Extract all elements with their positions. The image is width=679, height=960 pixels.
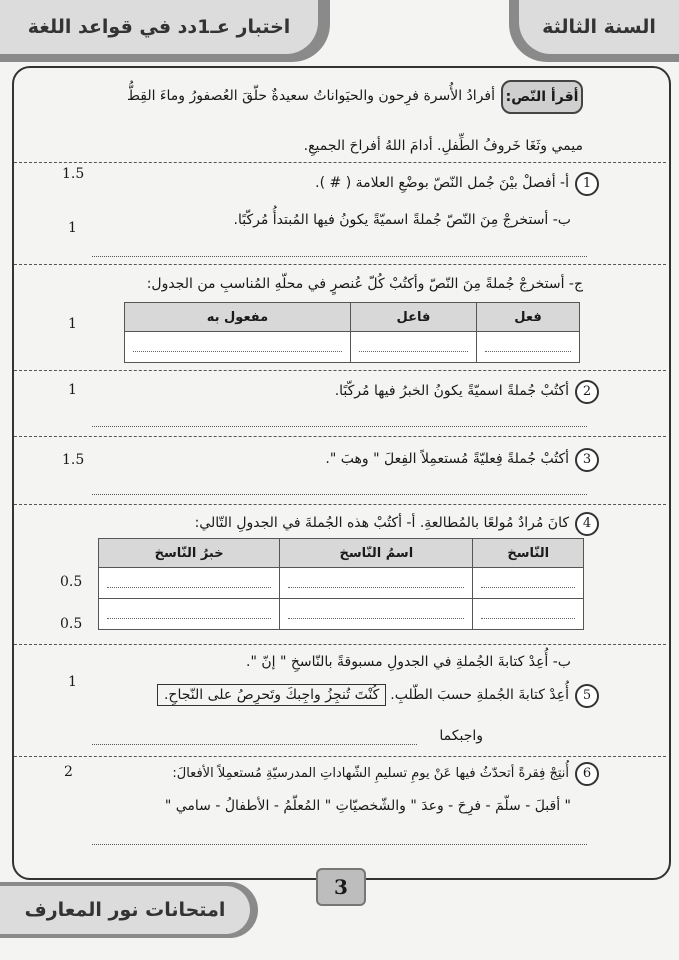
question-6-text: أُنتِجْ فِقرةً أتحدّثُ فيها عَنْ يومِ تسليمِ الشّهاداتِ المدرسيّةِ مُستعمِلاً الأفعالَ: <box>172 766 569 781</box>
question-1-c-score: 1 <box>68 316 77 332</box>
table-cell[interactable] <box>99 568 280 599</box>
table-cell[interactable] <box>125 332 351 363</box>
question-6-words: " أقبلَ - سلّمَ - فرِحَ - وعدَ " والشّخصيّاتِ " المُعلّمُ - الأطفالُ - سامي " <box>164 798 571 814</box>
publisher-name: امتحانات نور المعارف <box>0 886 250 934</box>
question-5-sentence: كُنْتَ تُنجِزُ واجِبكَ وتَحرِصُ على النّجاحِ. <box>157 684 386 706</box>
table-cell[interactable] <box>350 332 476 363</box>
header-exam-tab <box>0 0 330 62</box>
question-1-a-score: 1.5 <box>62 166 85 182</box>
passage-label: أقرأ النّص: <box>501 80 583 114</box>
question-3-score: 1.5 <box>62 452 85 468</box>
page-number: 3 <box>316 868 366 906</box>
passage-line-1: أفرادُ الأُسرة فرِحون والحيَواناتُ سعيدةٌ حلّقَ العُصفورُ وماءَ القِطُّ <box>126 88 495 104</box>
table-cell[interactable] <box>280 599 473 630</box>
table-cell[interactable] <box>477 332 580 363</box>
question-4-b: ب- أُعِدْ كتابةَ الجُملةِ في الجدولِ مسبوقةً بالنّاسخِ " إنّ ". <box>246 654 571 670</box>
table-header-verb: فعل <box>477 303 580 332</box>
header-grade-tab <box>509 0 679 62</box>
question-5-text: أُعِدْ كتابةَ الجُملةِ حسبَ الطّلبِ. <box>390 687 569 703</box>
question-5-divider <box>14 756 666 757</box>
question-4-table-divider <box>14 644 666 645</box>
table-cell[interactable] <box>473 599 584 630</box>
question-1-number: 1 <box>575 172 599 196</box>
question-1-divider <box>14 370 666 371</box>
table-header-subject: فاعل <box>350 303 476 332</box>
grade-title: السنة الثالثة <box>519 0 679 54</box>
table-header-nasikh-predicate: خبرُ النّاسخ <box>99 539 280 568</box>
question-1-b-divider <box>14 264 666 265</box>
question-1-a-text: أ- أفصلْ بيْنَ جُمل النّصّ بوضْعِ العلامة ( # ). <box>315 175 569 191</box>
question-6 <box>172 762 599 786</box>
question-3-number: 3 <box>575 448 599 472</box>
question-4 <box>195 512 599 536</box>
table-cell[interactable] <box>99 599 280 630</box>
question-5-answer-line[interactable] <box>92 744 417 745</box>
question-4-table <box>98 538 584 630</box>
question-1-a <box>315 172 599 196</box>
exam-title: اختبار عـ1دد في قواعد اللغة <box>0 0 318 54</box>
question-3-answer-line[interactable] <box>92 494 587 495</box>
question-1-b-answer-line[interactable] <box>92 256 587 257</box>
question-1-c: ج- أستخرجْ جُملةً مِنَ النّصّ وأكتُبْ كُلّ عُنصرٍ في محلّهِ المُناسبِ من الجدول: <box>146 276 583 292</box>
question-2-score: 1 <box>68 382 77 398</box>
question-4-b-score: 1 <box>68 674 77 690</box>
question-3-divider <box>14 504 666 505</box>
question-3 <box>325 448 599 472</box>
question-5 <box>157 684 599 708</box>
question-1-b-score: 1 <box>68 220 77 236</box>
question-6-score: 2 <box>64 764 73 780</box>
passage-divider <box>14 162 666 163</box>
question-2-answer-line[interactable] <box>92 426 587 427</box>
table-header-nasikh-noun: اسمُ النّاسخ <box>280 539 473 568</box>
table-cell[interactable] <box>280 568 473 599</box>
question-4-number: 4 <box>575 512 599 536</box>
question-2 <box>335 380 599 404</box>
question-5-answer-prefix: واجبكما <box>439 728 483 744</box>
question-2-number: 2 <box>575 380 599 404</box>
question-5-number: 5 <box>575 684 599 708</box>
table-header-nasikh: النّاسخ <box>473 539 584 568</box>
question-4-row-1-score: 0.5 <box>60 574 83 590</box>
question-4-text: كانَ مُرادٌ مُولعًا بالمُطالعةِ. أ- أكتُبْ هذه الجُملةَ في الجدولِ التّالي: <box>194 515 569 531</box>
question-1-c-table <box>124 302 580 363</box>
table-cell[interactable] <box>473 568 584 599</box>
question-6-number: 6 <box>575 762 599 786</box>
question-2-divider <box>14 436 666 437</box>
question-2-text: أكتُبْ جُملةً اسميّةً يكونُ الخبرُ فيها مُركّبًا. <box>334 383 569 399</box>
passage-line-2: ميمي وثَغَا خَروفُ الطِّفلِ. أدامَ اللهُ أفراحَ الجميعِ. <box>303 138 583 154</box>
question-1-b: ب- أستخرجْ مِنَ النّصّ جُملةً اسميّةً يكونُ فيها المُبتدأُ مُركّبًا. <box>233 212 571 228</box>
question-3-text: أكتُبْ جُملةً فِعليّةً مُستعمِلاً الفِعلَ " وهبَ ". <box>325 451 569 467</box>
table-header-object: مفعول به <box>125 303 351 332</box>
question-4-row-2-score: 0.5 <box>60 616 83 632</box>
footer-publisher-tab <box>0 882 258 938</box>
question-6-answer-line[interactable] <box>92 844 587 845</box>
